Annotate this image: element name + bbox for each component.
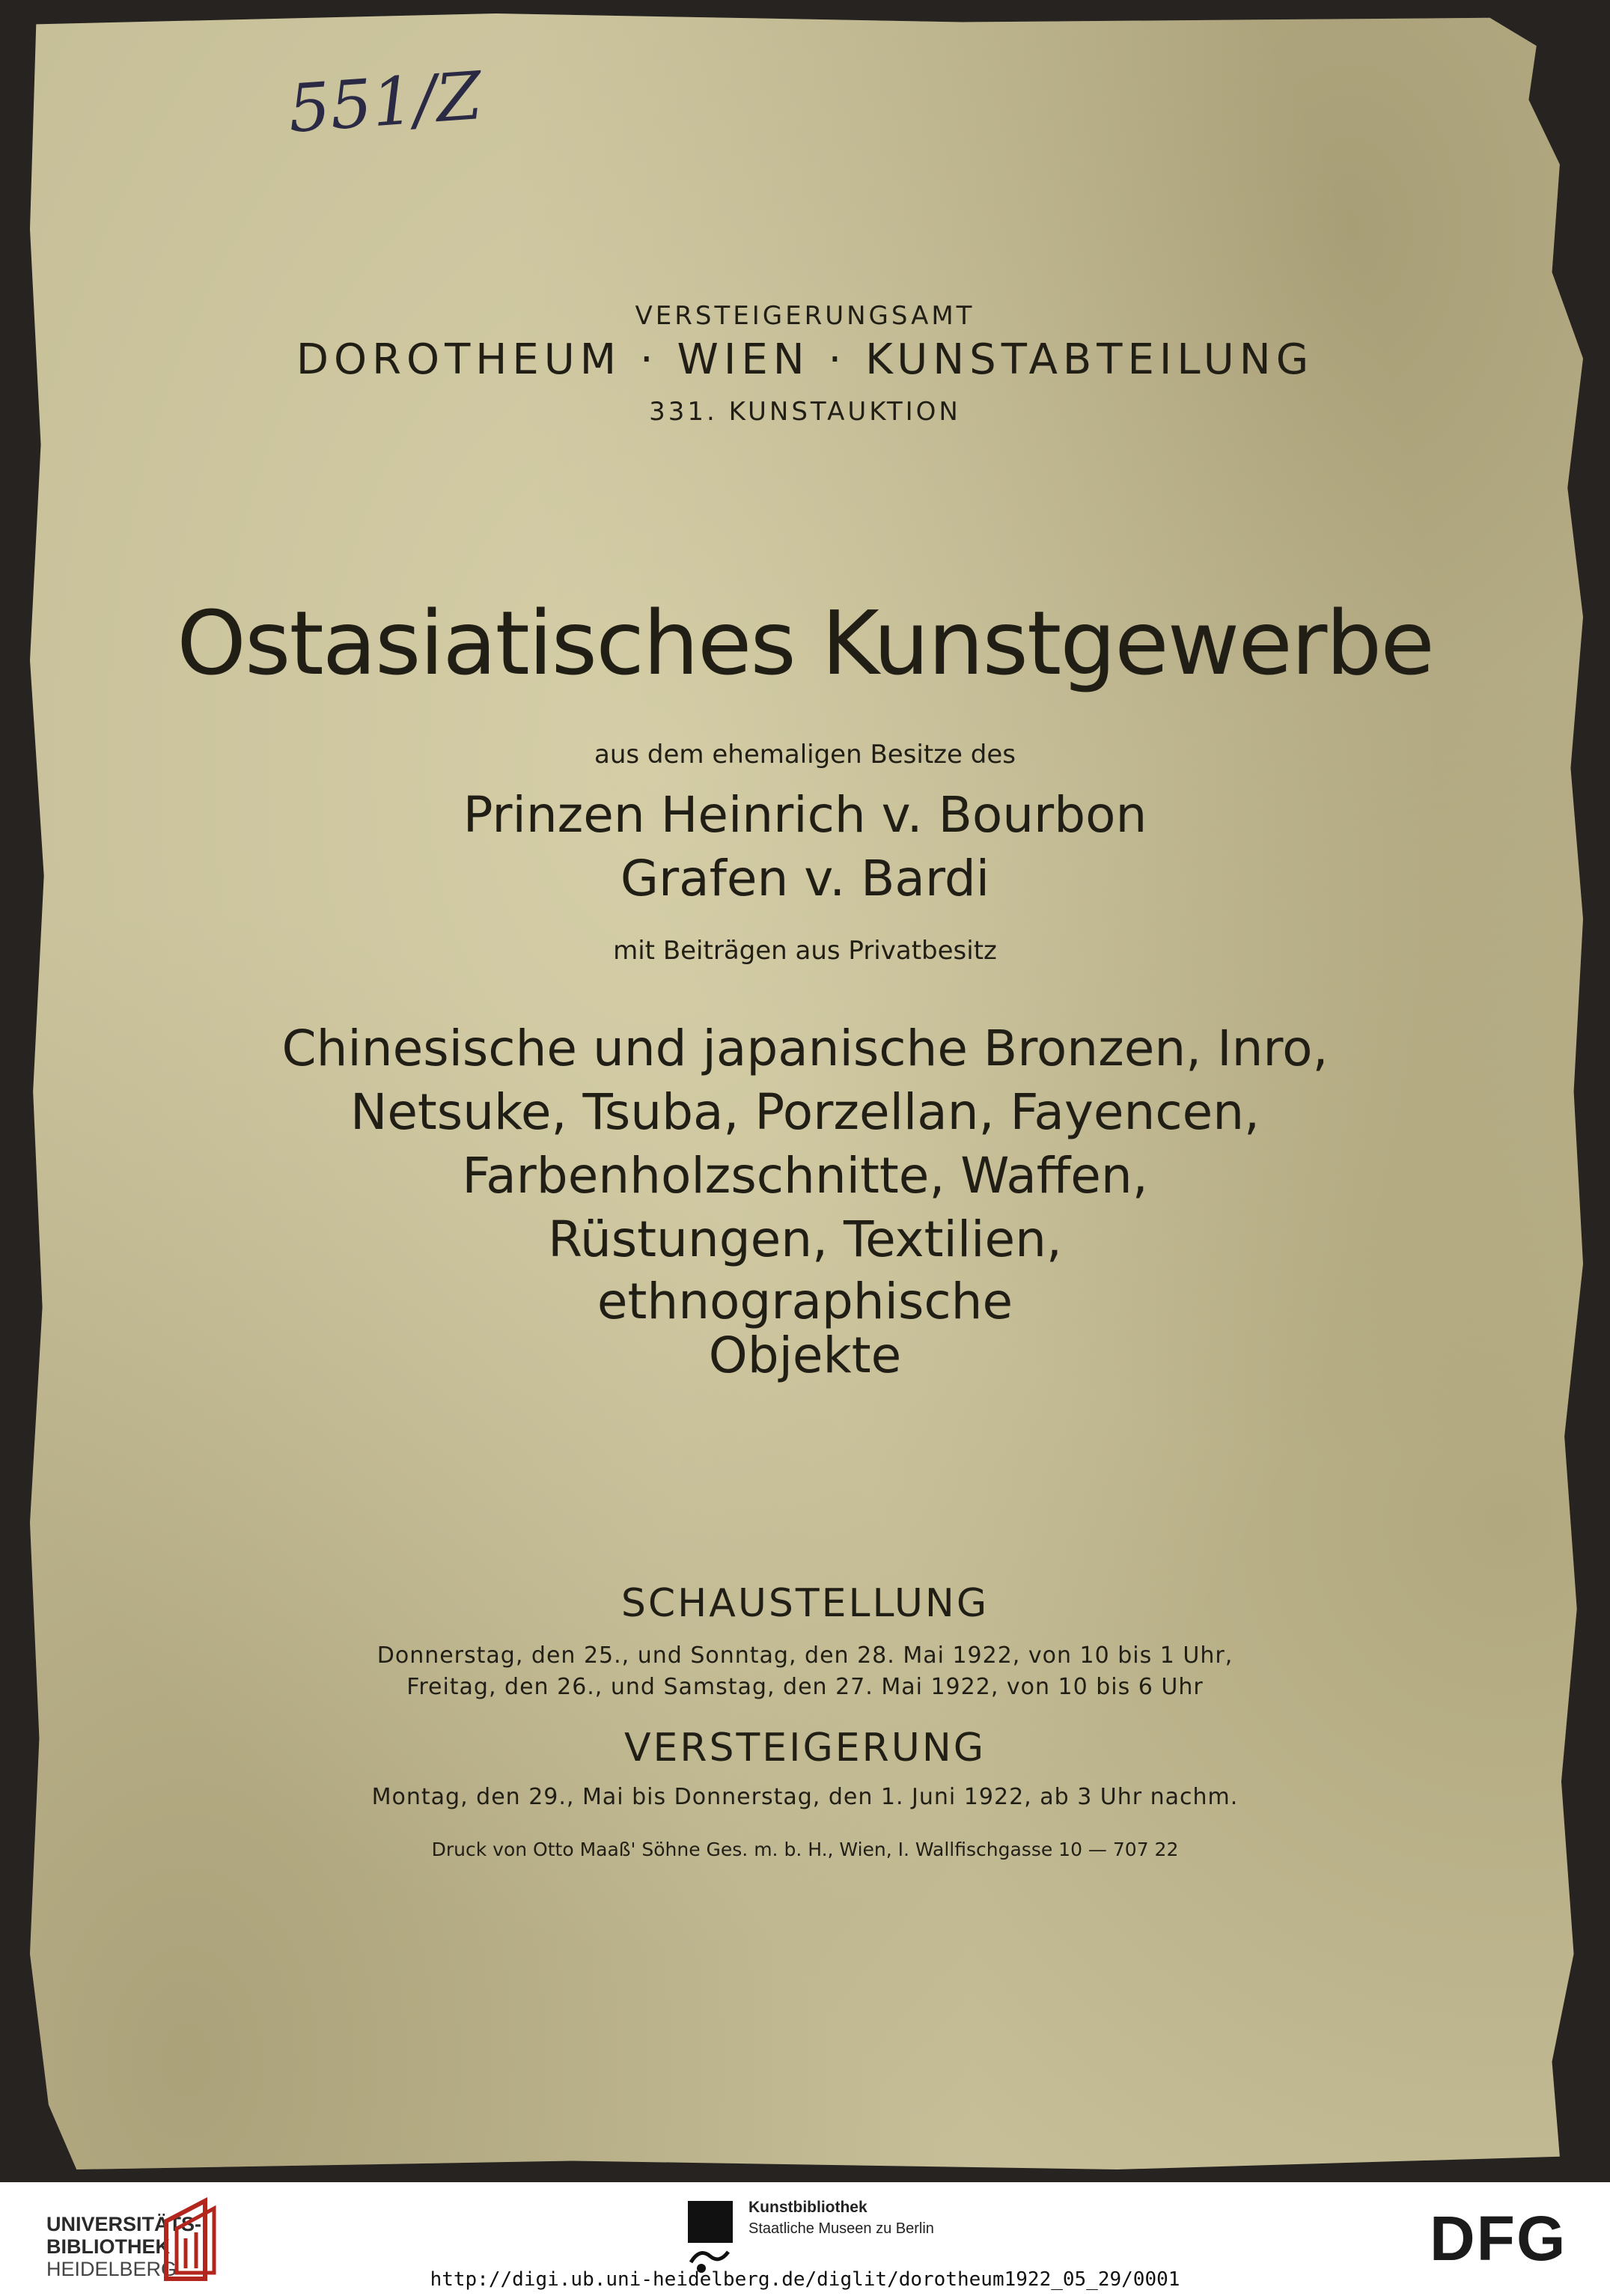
kb-name: Kunstbibliothek [748,2199,867,2216]
provenance-addendum: mit Beiträgen aus Privatbesitz [613,936,997,966]
provenance-owner-1: Prinzen Heinrich v. Bourbon [463,786,1147,844]
handwritten-shelfmark: 551/Z [285,57,485,147]
header-institution: DOROTHEUM · WIEN · KUNSTABTEILUNG [296,335,1314,384]
header-auction-number: 331. KUNSTAUKTION [649,397,961,427]
contents-line: ethnographische [597,1273,1013,1330]
contents-line: Rüstungen, Textilien, [548,1211,1062,1268]
exhibition-dates-1: Donnerstag, den 25., und Sonntag, den 28. Mai 1922, von 10 bis 1 Uhr, [376,1642,1234,1669]
ub-line-1: UNIVERSITÄTS- [46,2213,202,2235]
kunstbibliothek-logo-icon [685,2195,737,2277]
provenance-owner-2: Grafen v. Bardi [620,850,990,907]
auction-dates: Montag, den 29., Mai bis Donnerstag, den 1. Juni 1922, ab 3 Uhr nachm. [371,1784,1239,1810]
ub-line-2: BIBLIOTHEK [46,2235,170,2258]
contents-line: Chinesische und japanische Bronzen, Inro, [281,1020,1329,1077]
exhibition-heading: SCHAUSTELLUNG [620,1581,990,1626]
contents-line: Netsuke, Tsuba, Porzellan, Fayencen, [350,1083,1260,1141]
contents-line: Objekte [708,1327,902,1384]
auction-heading: VERSTEIGERUNG [623,1726,987,1770]
contents-line: Farbenholzschnitte, Waffen, [462,1147,1148,1205]
kb-subtitle: Staatliche Museen zu Berlin [748,2220,934,2237]
printer-imprint: Druck von Otto Maaß' Söhne Ges. m. b. H., Wien, I. Wallfischgasse 10 — 707 22 [431,1839,1179,1860]
provenance-intro: aus dem ehemaligen Besitze des [594,740,1016,770]
header-office: VERSTEIGERUNGSAMT [635,301,975,331]
main-title: Ostasiatisches Kunstgewerbe [177,591,1433,695]
ub-line-3: HEIDELBERG [46,2258,177,2280]
permalink-url[interactable]: http://digi.ub.uni-heidelberg.de/diglit/dorotheum1922_05_29/0001 [430,2268,1180,2291]
exhibition-dates-2: Freitag, den 26., und Samstag, den 27. Mai 1922, von 10 bis 6 Uhr [406,1674,1204,1700]
dfg-logo: DFG [1430,2203,1567,2274]
kunstbibliothek-text [748,2197,934,2239]
